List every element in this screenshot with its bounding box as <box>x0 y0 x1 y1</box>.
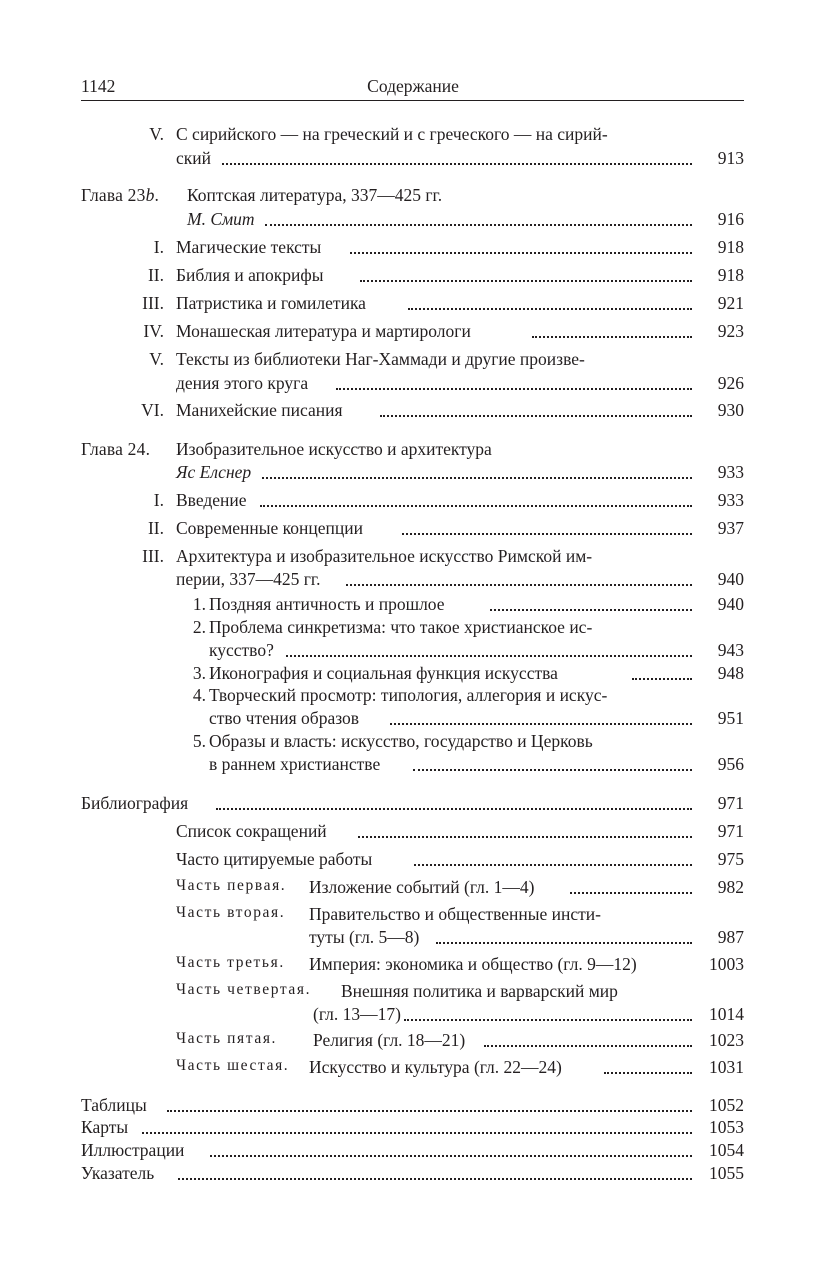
dot-leader <box>413 765 692 771</box>
section-number: I. <box>153 490 164 510</box>
section-title-cont: перии, 337—425 гг. <box>176 569 321 589</box>
dot-leader <box>402 529 692 535</box>
page-ref: 916 <box>717 209 744 229</box>
page-ref: 1014 <box>709 1004 744 1024</box>
page-ref: 1003 <box>709 954 744 974</box>
page-ref: 982 <box>717 877 744 897</box>
part-title: Правительство и общественные инсти- <box>309 904 601 924</box>
chapter-author: М. Смит <box>187 209 255 229</box>
section-title: Введение <box>176 490 247 510</box>
page-ref: 918 <box>717 237 744 257</box>
chapter-title: Изобразительное искусство и архитектура <box>176 439 492 459</box>
section-title: Библия и апокрифы <box>176 265 324 285</box>
backmatter-title: Карты <box>81 1117 129 1137</box>
chapter-label: Глава 24. <box>81 439 151 459</box>
page-ref: 948 <box>717 663 744 683</box>
dot-leader <box>390 719 692 725</box>
page-ref: 971 <box>717 821 744 841</box>
page-ref: 943 <box>717 640 744 660</box>
part-label: Часть четвертая. <box>176 981 312 998</box>
page-ref: 1023 <box>709 1030 744 1050</box>
section-title: Архитектура и изобразительное искусство Римской им- <box>176 546 593 566</box>
dot-leader <box>632 674 692 680</box>
section-title: Магические тексты <box>176 237 322 257</box>
part-title: Внешняя политика и варварский мир <box>341 981 618 1001</box>
bib-item-title: Список сокращений <box>176 821 327 841</box>
backmatter-title: Иллюстрации <box>81 1140 185 1160</box>
page-ref: 987 <box>717 927 744 947</box>
subsection-title: Проблема синкретизма: что такое христианское ис- <box>209 617 593 637</box>
dot-leader <box>604 1068 692 1074</box>
page-ref: 1054 <box>709 1140 744 1160</box>
subsection-title: Образы и власть: искусство, государство и Церковь <box>209 731 593 751</box>
dot-leader <box>380 411 692 417</box>
section-title: Тексты из библиотеки Наг-Хаммади и другие произве- <box>176 349 585 369</box>
page-ref: 975 <box>717 849 744 869</box>
subsection-title: Иконография и социальная функция искусства <box>209 663 558 683</box>
bibliography-title: Библиография <box>81 793 189 813</box>
dot-leader <box>178 1174 692 1180</box>
backmatter-title: Указатель <box>81 1163 155 1183</box>
part-title-cont: (гл. 13—17) <box>313 1004 401 1024</box>
part-title: Империя: экономика и общество (гл. 9—12) <box>309 954 637 974</box>
dot-leader <box>260 501 692 507</box>
chapter-author: Яс Елснер <box>176 462 252 482</box>
page-ref: 1053 <box>709 1117 744 1137</box>
page-ref: 1055 <box>709 1163 744 1183</box>
section-number: VI. <box>141 400 164 420</box>
page-ref: 923 <box>717 321 744 341</box>
page-ref: 1031 <box>709 1057 744 1077</box>
backmatter-title: Таблицы <box>81 1095 147 1115</box>
part-label: Часть первая. <box>176 877 287 894</box>
dot-leader <box>404 1015 692 1021</box>
part-label: Часть пятая. <box>176 1030 278 1047</box>
subsection-title: Творческий просмотр: типология, аллегория и искус- <box>209 685 608 705</box>
dot-leader <box>532 332 692 338</box>
chapter-title: Коптская литература, 337—425 гг. <box>187 185 443 205</box>
subsection-title-cont: кусство? <box>209 640 274 660</box>
page-ref: 971 <box>717 793 744 813</box>
section-number: V. <box>149 349 164 369</box>
section-title: С сирийского — на греческий и с греческого — на сирий- <box>176 124 608 144</box>
dot-leader <box>336 384 692 390</box>
part-label: Часть вторая. <box>176 904 286 921</box>
part-label: Часть шестая. <box>176 1057 290 1074</box>
section-number: V. <box>149 124 164 144</box>
dot-leader <box>222 159 692 165</box>
dot-leader <box>262 473 692 479</box>
page-ref: 956 <box>717 754 744 774</box>
subsection-number: 4. <box>192 685 206 705</box>
subsection-number: 5. <box>192 731 206 751</box>
section-number: II. <box>147 518 164 538</box>
subsection-number: 2. <box>192 617 206 637</box>
bib-item-title: Часто цитируемые работы <box>176 849 373 869</box>
dot-leader <box>436 938 692 944</box>
part-title: Искусство и культура (гл. 22—24) <box>309 1057 562 1077</box>
page-ref: 940 <box>717 569 744 589</box>
dot-leader <box>142 1128 692 1134</box>
dot-leader <box>360 276 692 282</box>
dot-leader <box>350 248 692 254</box>
dot-leader <box>216 804 692 810</box>
dot-leader <box>484 1041 692 1047</box>
dot-leader <box>346 580 692 586</box>
dot-leader <box>408 304 692 310</box>
section-title: Патристика и гомилетика <box>176 293 366 313</box>
page-ref: 933 <box>717 462 744 482</box>
running-title: Содержание <box>367 76 459 96</box>
dot-leader <box>286 651 692 657</box>
page-number: 1142 <box>81 76 116 96</box>
page-ref: 930 <box>717 400 744 420</box>
section-number: I. <box>153 237 164 257</box>
chapter-label: Глава 23b. <box>81 185 160 205</box>
section-title-cont: ский <box>176 148 211 168</box>
section-number: III. <box>142 293 164 313</box>
subsection-number: 3. <box>192 663 206 683</box>
section-title: Монашеская литература и мартирологи <box>176 321 471 341</box>
section-title: Манихейские писания <box>176 400 343 420</box>
page-ref: 913 <box>717 148 744 168</box>
subsection-title-cont: ство чтения образов <box>209 708 360 728</box>
section-number: II. <box>147 265 164 285</box>
page-ref: 940 <box>717 594 744 614</box>
section-title: Современные концепции <box>176 518 363 538</box>
dot-leader <box>570 888 692 894</box>
part-title: Изложение событий (гл. 1—4) <box>309 877 535 897</box>
subsection-title-cont: в раннем христианстве <box>209 754 381 774</box>
page-ref: 1052 <box>709 1095 744 1115</box>
dot-leader <box>167 1106 692 1112</box>
page-ref: 918 <box>717 265 744 285</box>
dot-leader <box>210 1151 692 1157</box>
page-ref: 937 <box>717 518 744 538</box>
section-number: IV. <box>143 321 164 341</box>
section-title-cont: дения этого круга <box>176 373 309 393</box>
part-label: Часть третья. <box>176 954 285 971</box>
dot-leader <box>490 605 692 611</box>
page-ref: 926 <box>717 373 744 393</box>
page-ref: 921 <box>717 293 744 313</box>
dot-leader <box>265 220 692 226</box>
dot-leader <box>414 860 692 866</box>
page-ref: 933 <box>717 490 744 510</box>
part-title: Религия (гл. 18—21) <box>313 1030 466 1050</box>
subsection-title: Поздняя античность и прошлое <box>209 594 445 614</box>
section-number: III. <box>142 546 164 566</box>
dot-leader <box>358 832 692 838</box>
subsection-number: 1. <box>192 594 206 614</box>
header-rule <box>81 100 744 101</box>
page-ref: 951 <box>717 708 744 728</box>
part-title-cont: туты (гл. 5—8) <box>309 927 420 947</box>
